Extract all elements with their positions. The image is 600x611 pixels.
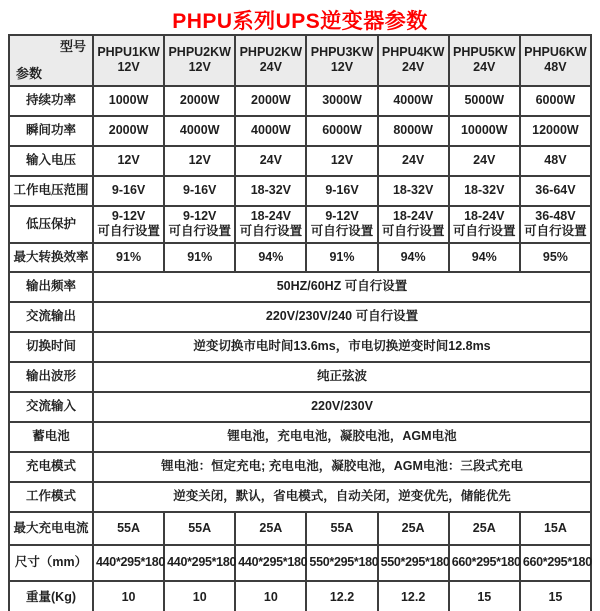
corner-cell — [9, 35, 93, 86]
table-row — [9, 302, 591, 332]
column-header: PHPU5KW 24V — [449, 35, 520, 86]
cell: 12000W — [520, 116, 591, 146]
cell: 48V — [520, 146, 591, 176]
table-header-row — [9, 35, 591, 86]
cell: 2000W — [235, 86, 306, 116]
cell: 15A — [520, 512, 591, 545]
cell: 6000W — [306, 116, 377, 146]
cell: 15 — [449, 581, 520, 611]
cell-span: 220V/230V — [93, 392, 591, 422]
table-row — [9, 146, 591, 176]
cell: 4000W — [235, 116, 306, 146]
cell: 15 — [520, 581, 591, 611]
cell-span: 锂电池，充电电池，凝胶电池，AGM电池 — [93, 422, 591, 452]
cell: 91% — [93, 243, 164, 272]
cell: 440*295*180 — [164, 545, 235, 581]
cell: 91% — [164, 243, 235, 272]
row-label: 交流输出 — [9, 302, 93, 332]
cell: 10 — [164, 581, 235, 611]
table-row — [9, 392, 591, 422]
cell: 24V — [235, 146, 306, 176]
cell: 440*295*180 — [235, 545, 306, 581]
row-label: 工作电压范围 — [9, 176, 93, 206]
row-label: 尺寸（mm） — [9, 545, 93, 581]
cell: 25A — [449, 512, 520, 545]
row-label: 输出频率 — [9, 272, 93, 302]
cell: 94% — [378, 243, 449, 272]
cell: 1000W — [93, 86, 164, 116]
cell-span: 50HZ/60HZ 可自行设置 — [93, 272, 591, 302]
table-row — [9, 86, 591, 116]
cell: 4000W — [164, 116, 235, 146]
column-header: PHPU1KW 12V — [93, 35, 164, 86]
row-label: 瞬间功率 — [9, 116, 93, 146]
cell: 5000W — [449, 86, 520, 116]
table-row — [9, 206, 591, 243]
row-label: 工作模式 — [9, 482, 93, 512]
cell: 10 — [235, 581, 306, 611]
cell: 9-12V 可自行设置 — [93, 206, 164, 243]
cell: 9-16V — [306, 176, 377, 206]
cell: 55A — [93, 512, 164, 545]
row-label: 最大充电电流 — [9, 512, 93, 545]
column-header: PHPU6KW 48V — [520, 35, 591, 86]
cell: 55A — [306, 512, 377, 545]
row-label: 重量(Kg) — [9, 581, 93, 611]
table-row — [9, 452, 591, 482]
cell: 440*295*180 — [93, 545, 164, 581]
cell: 9-16V — [164, 176, 235, 206]
row-label: 输入电压 — [9, 146, 93, 176]
table-row — [9, 422, 591, 452]
row-label: 充电模式 — [9, 452, 93, 482]
cell: 24V — [378, 146, 449, 176]
cell: 18-24V 可自行设置 — [378, 206, 449, 243]
cell: 18-32V — [378, 176, 449, 206]
cell: 18-24V 可自行设置 — [449, 206, 520, 243]
column-header: PHPU2KW 12V — [164, 35, 235, 86]
cell: 4000W — [378, 86, 449, 116]
cell: 18-32V — [449, 176, 520, 206]
corner-param-label: 参数 — [16, 65, 43, 81]
table-row — [9, 581, 591, 611]
cell: 550*295*180 — [306, 545, 377, 581]
cell-span: 锂电池：恒定充电; 充电电池，凝胶电池，AGM电池：三段式充电 — [93, 452, 591, 482]
cell: 12V — [93, 146, 164, 176]
table-row — [9, 243, 591, 272]
row-label: 切换时间 — [9, 332, 93, 362]
cell: 12V — [306, 146, 377, 176]
cell: 18-32V — [235, 176, 306, 206]
cell: 9-16V — [93, 176, 164, 206]
cell: 95% — [520, 243, 591, 272]
cell: 94% — [449, 243, 520, 272]
table-row — [9, 116, 591, 146]
cell: 36-48V 可自行设置 — [520, 206, 591, 243]
row-label: 持续功率 — [9, 86, 93, 116]
table-row — [9, 482, 591, 512]
table-row — [9, 512, 591, 545]
cell: 660*295*180 — [449, 545, 520, 581]
cell: 6000W — [520, 86, 591, 116]
cell: 9-12V 可自行设置 — [164, 206, 235, 243]
column-header: PHPU2KW 24V — [235, 35, 306, 86]
cell: 12.2 — [378, 581, 449, 611]
ups-spec-table — [8, 34, 592, 611]
cell: 10000W — [449, 116, 520, 146]
cell-span: 220V/230V/240 可自行设置 — [93, 302, 591, 332]
row-label: 最大转换效率 — [9, 243, 93, 272]
row-label: 低压保护 — [9, 206, 93, 243]
cell: 12V — [164, 146, 235, 176]
cell: 55A — [164, 512, 235, 545]
cell: 3000W — [306, 86, 377, 116]
table-row — [9, 332, 591, 362]
cell: 8000W — [378, 116, 449, 146]
cell-span: 纯正弦波 — [93, 362, 591, 392]
cell-span: 逆变切换市电时间13.6ms，市电切换逆变时间12.8ms — [93, 332, 591, 362]
column-header: PHPU3KW 12V — [306, 35, 377, 86]
column-header: PHPU4KW 24V — [378, 35, 449, 86]
cell: 550*295*180 — [378, 545, 449, 581]
cell-span: 逆变关闭，默认，省电模式，自动关闭，逆变优先，储能优先 — [93, 482, 591, 512]
page-title: PHPU系列UPS逆变器参数 — [172, 10, 428, 33]
cell: 25A — [378, 512, 449, 545]
cell: 2000W — [164, 86, 235, 116]
cell: 36-64V — [520, 176, 591, 206]
cell: 2000W — [93, 116, 164, 146]
row-label: 蓄电池 — [9, 422, 93, 452]
cell: 12.2 — [306, 581, 377, 611]
table-row — [9, 545, 591, 581]
cell: 10 — [93, 581, 164, 611]
cell: 94% — [235, 243, 306, 272]
corner-model-label: 型号 — [59, 39, 86, 54]
row-label: 交流输入 — [9, 392, 93, 422]
cell: 18-24V 可自行设置 — [235, 206, 306, 243]
cell: 25A — [235, 512, 306, 545]
cell: 91% — [306, 243, 377, 272]
table-row — [9, 362, 591, 392]
cell: 24V — [449, 146, 520, 176]
cell: 660*295*180 — [520, 545, 591, 581]
cell: 9-12V 可自行设置 — [306, 206, 377, 243]
row-label: 输出波形 — [9, 362, 93, 392]
table-row — [9, 176, 591, 206]
table-row — [9, 272, 591, 302]
